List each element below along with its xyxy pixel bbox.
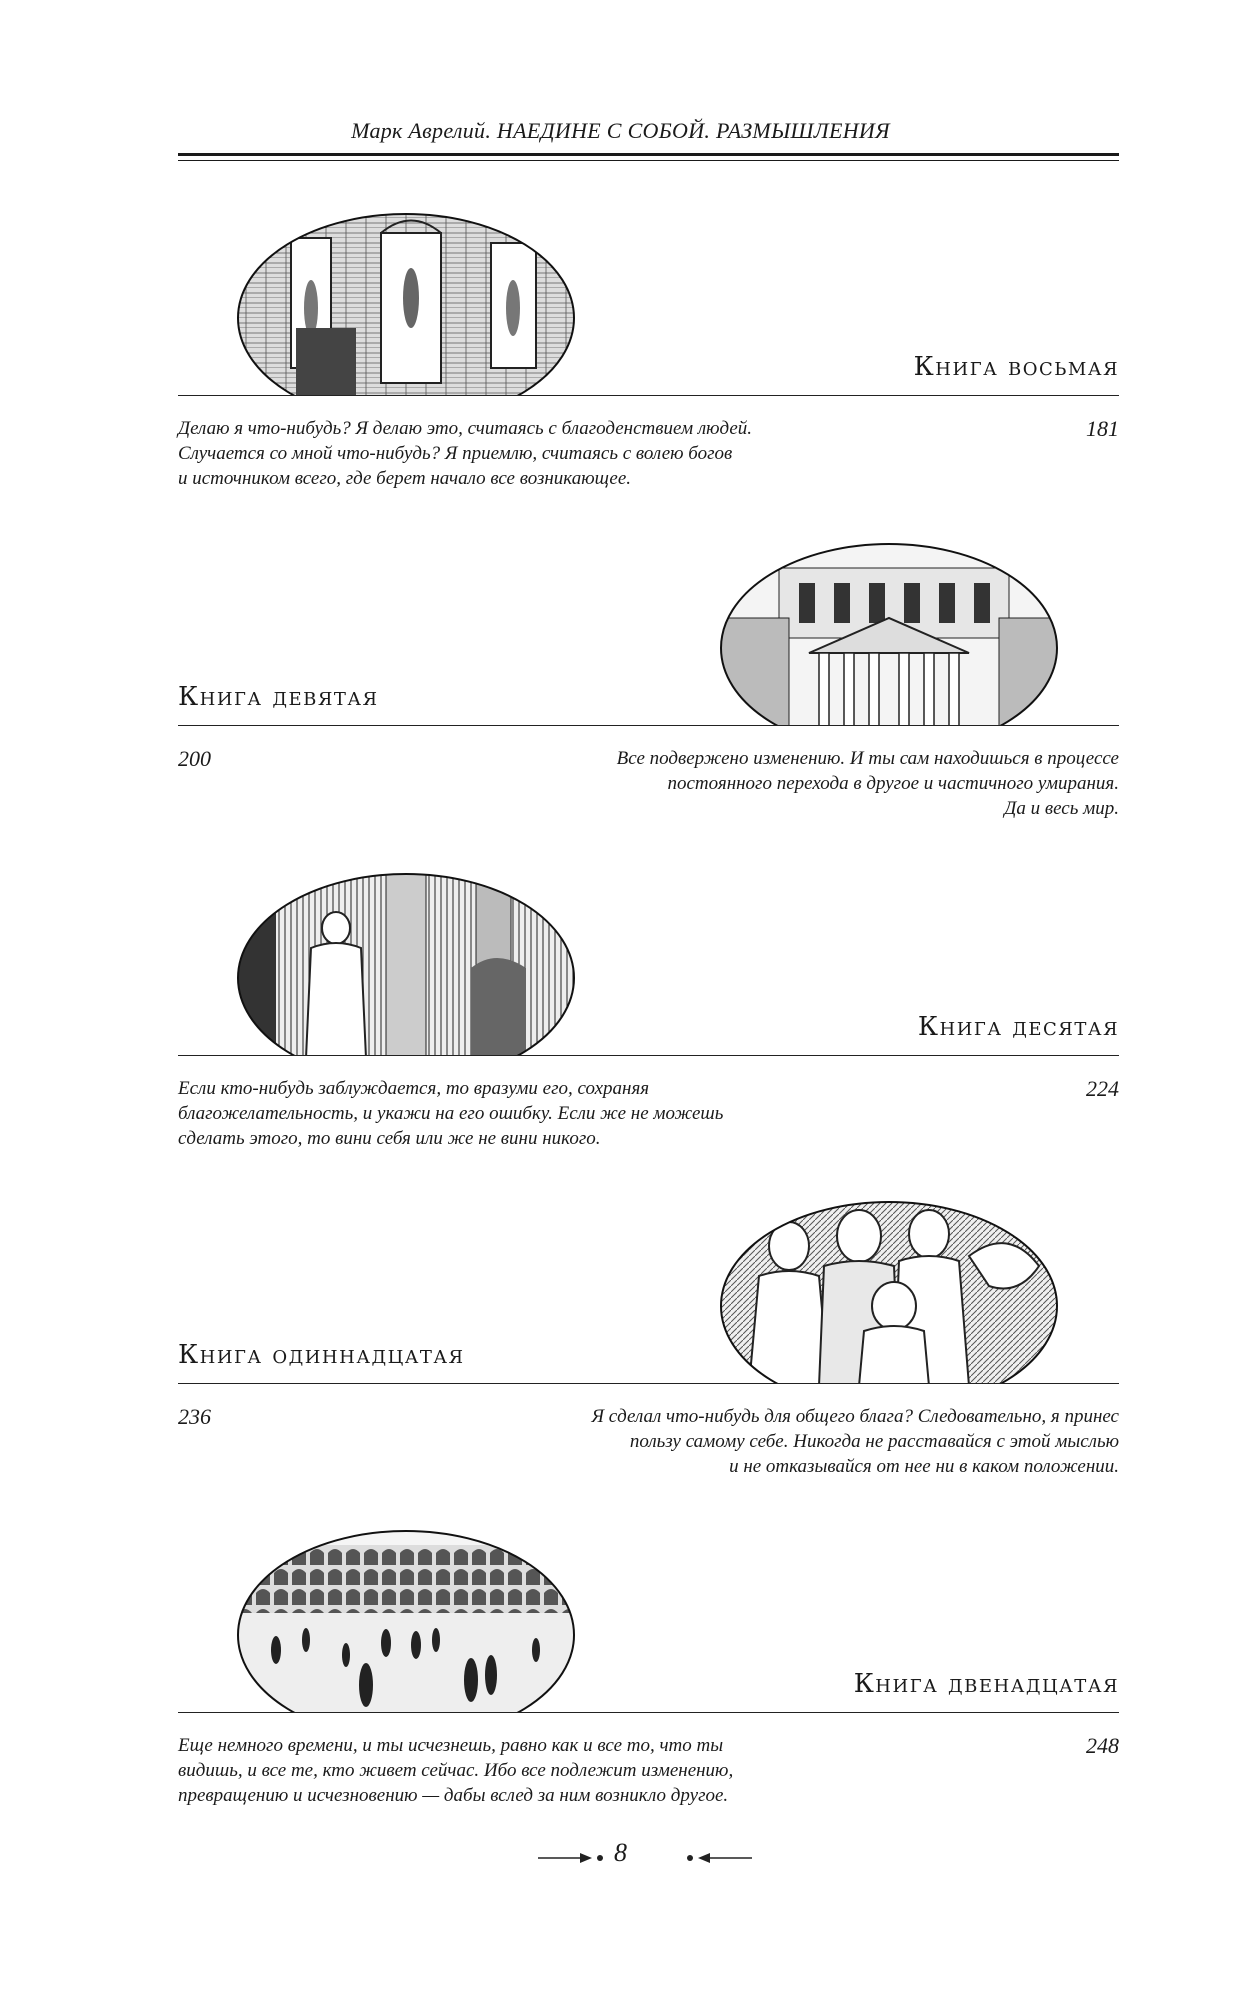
- page-number: 236: [178, 1404, 211, 1429]
- toc-entry-book-12: [178, 1487, 1119, 1806]
- epigraph-line: постоянного перехода в другое и частичного умирания.: [667, 773, 1119, 794]
- figures-relief-engraving: [719, 1196, 1059, 1384]
- section-rule: [178, 395, 1119, 396]
- toc-entry-book-10: [178, 830, 1119, 1149]
- footer-page-number: 8: [614, 1838, 627, 1867]
- page-number: 200: [178, 746, 211, 771]
- epigraph-line: пользу самому себе. Никогда не расставайся с этой мыслью: [629, 1431, 1119, 1452]
- book-title: Книга восьмая: [913, 352, 1119, 382]
- header-rule-thin: [178, 160, 1119, 161]
- epigraph-line: и источником всего, где берет начало все возникающее.: [178, 468, 632, 489]
- book-title: Книга девятая: [178, 682, 379, 712]
- niche-statues-engraving: [236, 208, 576, 396]
- page-footer: [0, 1838, 1241, 1878]
- temple-facade-engraving: [719, 538, 1059, 726]
- epigraph-line: Случается со мной что-нибудь? Я приемлю, считаясь с волею богов: [178, 443, 733, 464]
- arrow-ornament-icon: [682, 1850, 752, 1866]
- toc-entry-book-8: [178, 170, 1119, 489]
- epigraph-line: благожелательность, и укажи на его ошибку. Если же не можешь: [178, 1103, 724, 1124]
- epigraph-line: и не отказывайся от нее ни в каком положении.: [729, 1456, 1119, 1477]
- header-rule-thick: [178, 153, 1119, 156]
- section-rule: [178, 725, 1119, 726]
- epigraph: [617, 746, 1119, 821]
- epigraph-line: Я сделал что-нибудь для общего блага? Следовательно, я принес: [591, 1406, 1119, 1427]
- epigraph: [178, 416, 752, 491]
- epigraph-line: Если кто-нибудь заблуждается, то вразуми его, сохраняя: [178, 1078, 650, 1099]
- page-number: 181: [1086, 416, 1119, 441]
- epigraph-line: превращению и исчезновению — дабы вслед за ним возникло другое.: [178, 1785, 729, 1806]
- epigraph-line: сделать этого, то вини себя или же не вини никого.: [178, 1128, 601, 1149]
- page-number: 248: [1086, 1733, 1119, 1758]
- epigraph-line: Да и весь мир.: [1004, 798, 1119, 819]
- running-title: Марк Аврелий. НАЕДИНЕ С СОБОЙ. РАЗМЫШЛЕНИЯ: [351, 118, 890, 143]
- epigraph-line: Еще немного времени, и ты исчезнешь, равно как и все то, что ты: [178, 1735, 724, 1756]
- section-rule: [178, 1055, 1119, 1056]
- toc-entry-book-11: [178, 1158, 1119, 1477]
- epigraph: [178, 1076, 723, 1151]
- epigraph-line: Делаю я что-нибудь? Я делаю это, считаясь с благоденствием людей.: [178, 418, 753, 439]
- section-rule: [178, 1712, 1119, 1713]
- epigraph-line: Все подвержено изменению. И ты сам находишься в процессе: [616, 748, 1119, 769]
- page-number: 224: [1086, 1076, 1119, 1101]
- epigraph-line: видишь, и все те, кто живет сейчас. Ибо все подлежит изменению,: [178, 1760, 734, 1781]
- book-title: Книга одиннадцатая: [178, 1340, 465, 1370]
- forum-crowd-engraving: [236, 1525, 576, 1713]
- columns-statue-engraving: [236, 868, 576, 1056]
- epigraph: [178, 1733, 733, 1808]
- toc-entry-book-9: [178, 500, 1119, 819]
- section-rule: [178, 1383, 1119, 1384]
- book-title: Книга десятая: [917, 1012, 1119, 1042]
- epigraph: [592, 1404, 1120, 1479]
- book-title: Книга двенадцатая: [853, 1669, 1119, 1699]
